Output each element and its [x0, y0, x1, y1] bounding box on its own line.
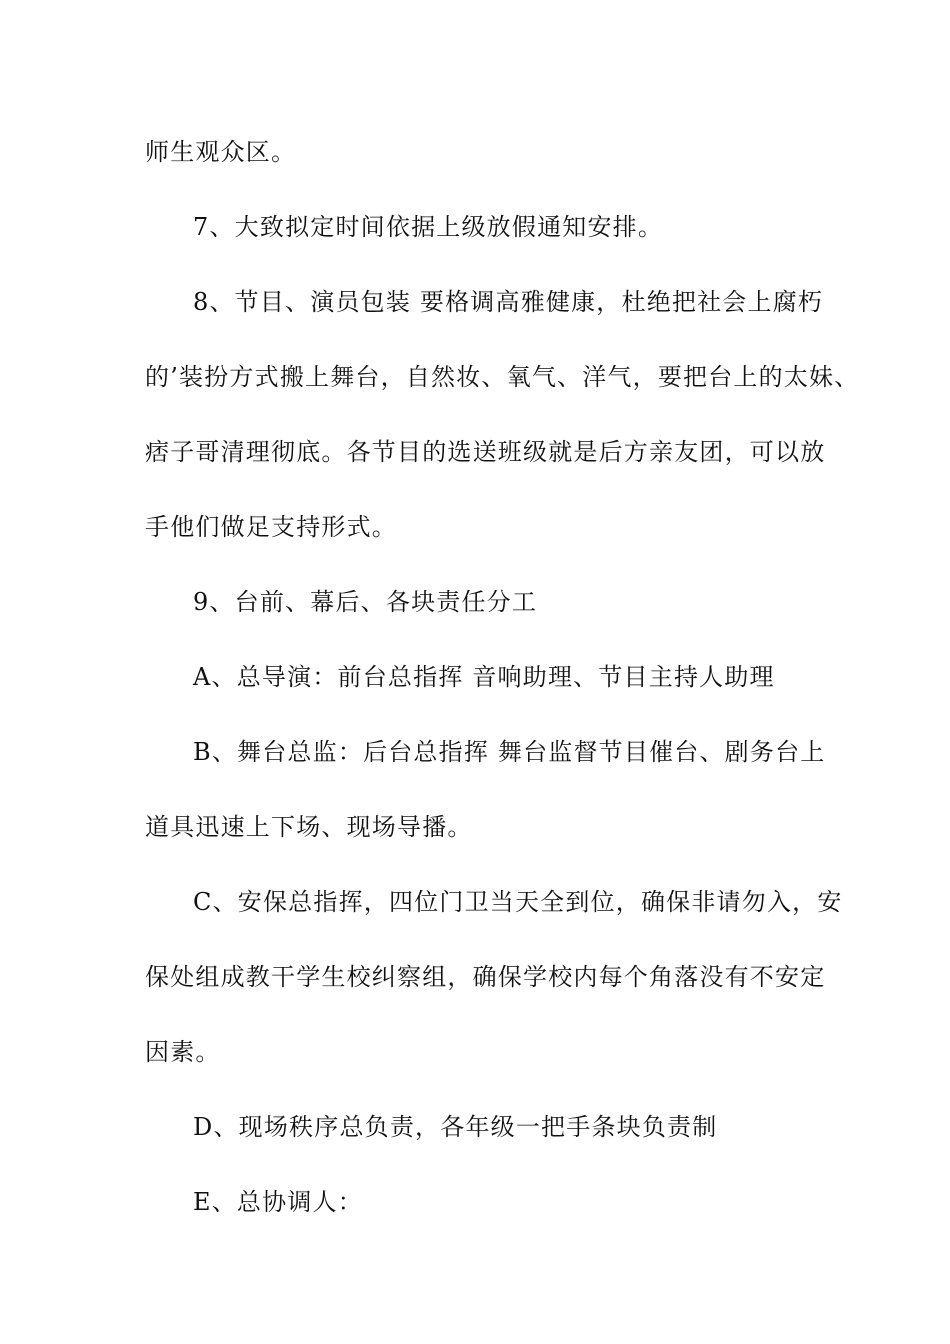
text-line: 道具迅速上下场、现场导播。	[145, 813, 473, 841]
item-a-line: A、总导演：前台总指挥 音响助理、节目主持人助理	[193, 663, 775, 691]
item-9-line: 9、台前、幕后、各块责任分工	[193, 588, 538, 616]
item-8-line: 8、节目、演员包装 要格调高雅健康，杜绝把社会上腐朽	[193, 288, 824, 316]
item-e-line: E、总协调人：	[193, 1188, 363, 1216]
text-line: 因素。	[145, 1038, 221, 1066]
item-7-line: 7、大致拟定时间依据上级放假通知安排。	[193, 213, 664, 241]
item-b-line: B、舞台总监：后台总指挥 舞台监督节目催台、剧务台上	[193, 738, 826, 766]
text-line: 的’装扮方式搬上舞台，自然妆、氧气、洋气，要把台上的太妹、	[145, 363, 860, 391]
text-line: 手他们做足支持形式。	[145, 513, 397, 541]
text-line: 师生观众区。	[145, 138, 297, 166]
text-line: 保处组成教干学生校纠察组，确保学校内每个角落没有不安定	[145, 963, 826, 991]
text-line: 痞子哥清理彻底。各节目的选送班级就是后方亲友团，可以放	[145, 438, 826, 466]
document-body	[145, 131, 860, 1256]
item-d-line: D、现场秩序总负责，各年级一把手条块负责制	[193, 1113, 718, 1141]
item-c-line: C、安保总指挥，四位门卫当天全到位，确保非请勿入，安	[193, 888, 843, 916]
